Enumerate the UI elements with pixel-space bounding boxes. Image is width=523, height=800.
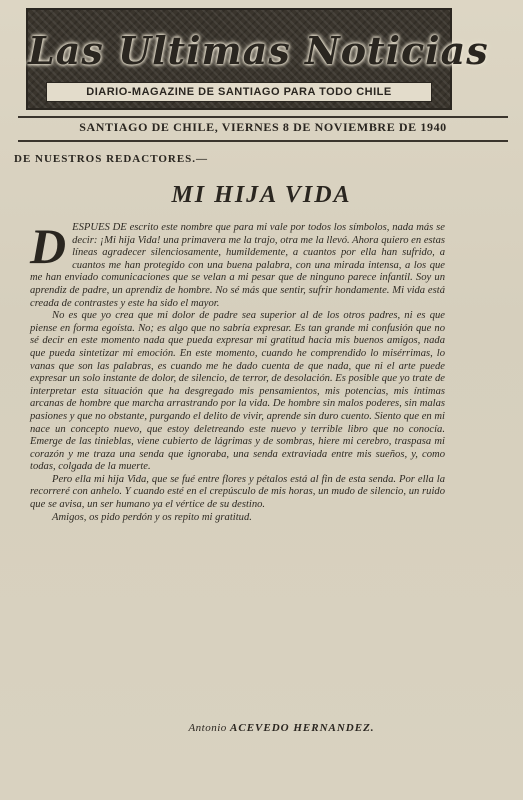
byline bbox=[0, 722, 523, 734]
article-body bbox=[30, 218, 446, 524]
article-paragraph: No es que yo crea que mi dolor de padre sea superior al de los otros padres, ni es que piense en forma egoísta. No; es algo que no sabría expresar. Es tan grande mi confusión que no sé decir en este momento nada que pueda expresar mi gratitud hacia mis buenos amigos, nada que pueda sintetizar mi emoción. En este momento, cuando he comprendido lo misérrimas, lo vanas que son las palabras, es cuando me he dado cuenta de que nada, que ni el arte puede expresar un solo instante de dolor, de silencio, de terror, de desolación. Es posible que yo trate de interpretar esta situación que ha desgregado mis pensamientos, mis potencias, mis íntimas arcanas de hombre que marcha arrastrando por la vida. De hombre sin malos poderes, sin malas pasiones y que no obstante, purgando el delito de vivir, aprende sin duro cuento. Siento que en mi nace un concepto nuevo, que estoy deletreando este nuevo y terrible libro que no conocía. Emerge de las tinieblas, viene cubierto de lágrimas y de sombras, hiere mi cerebro, traspasa mi corazón y me traza una senda que ignoraba, una senda extraviada entre mis sueños, y, como todas, colgada de la muerte. bbox=[30, 310, 445, 473]
dateline: SANTIAGO DE CHILE, VIERNES 8 DE NOVIEMBRE DE 1940 bbox=[79, 120, 447, 134]
drop-cap: D bbox=[30, 218, 67, 274]
newspaper-subtitle: DIARIO-MAGAZINE DE SANTIAGO PARA TODO CHILE bbox=[46, 82, 432, 102]
masthead bbox=[26, 8, 489, 110]
paragraph-text: ESPUES DE escrito este nombre que para mi vale por todos los símbolos, nada más se decir: ¡Mi hija Vida! una primavera me la trajo, otra me la llevó. Ahora quiero en estas líneas agradecer silenciosamente, humildemente, a cuantos por ella han sufrido, a cuantos me han protegido con una buena palabra, con una mirada intensa, a los que me han enviado comunicaciones que se velan a mi pesar que de ninguno parece infantil. Soy un aprendiz de padre, un aprendiz de hombre. No sé más que sentir, sufrir hondamente. Mi vida está creada de contrastes y este ha sido el mayor. bbox=[30, 222, 446, 309]
author-last-name: ACEVEDO HERNANDEZ. bbox=[230, 722, 375, 734]
section-label: DE NUESTROS REDACTORES.— bbox=[14, 153, 209, 165]
newspaper-title: Las Ultimas Noticias bbox=[28, 28, 489, 73]
top-rule bbox=[18, 116, 508, 118]
article-paragraph: Amigos, os pido perdón y os repito mi gratitud. bbox=[52, 511, 252, 523]
article-paragraph: Pero ella mi hija Vida, que se fué entre flores y pétalos está al fin de esta senda. Por ella la recorreré con anhelo. Y cuando esté en el crepúsculo de mis horas, un mudo de silencio, un ruido que se avisa, un ser humano ya el vértice de su destino. bbox=[30, 473, 445, 511]
article-headline: MI HIJA VIDA bbox=[171, 182, 352, 208]
article-paragraph bbox=[30, 218, 446, 310]
author-first-name: Antonio bbox=[188, 722, 227, 734]
bottom-rule bbox=[18, 140, 508, 142]
